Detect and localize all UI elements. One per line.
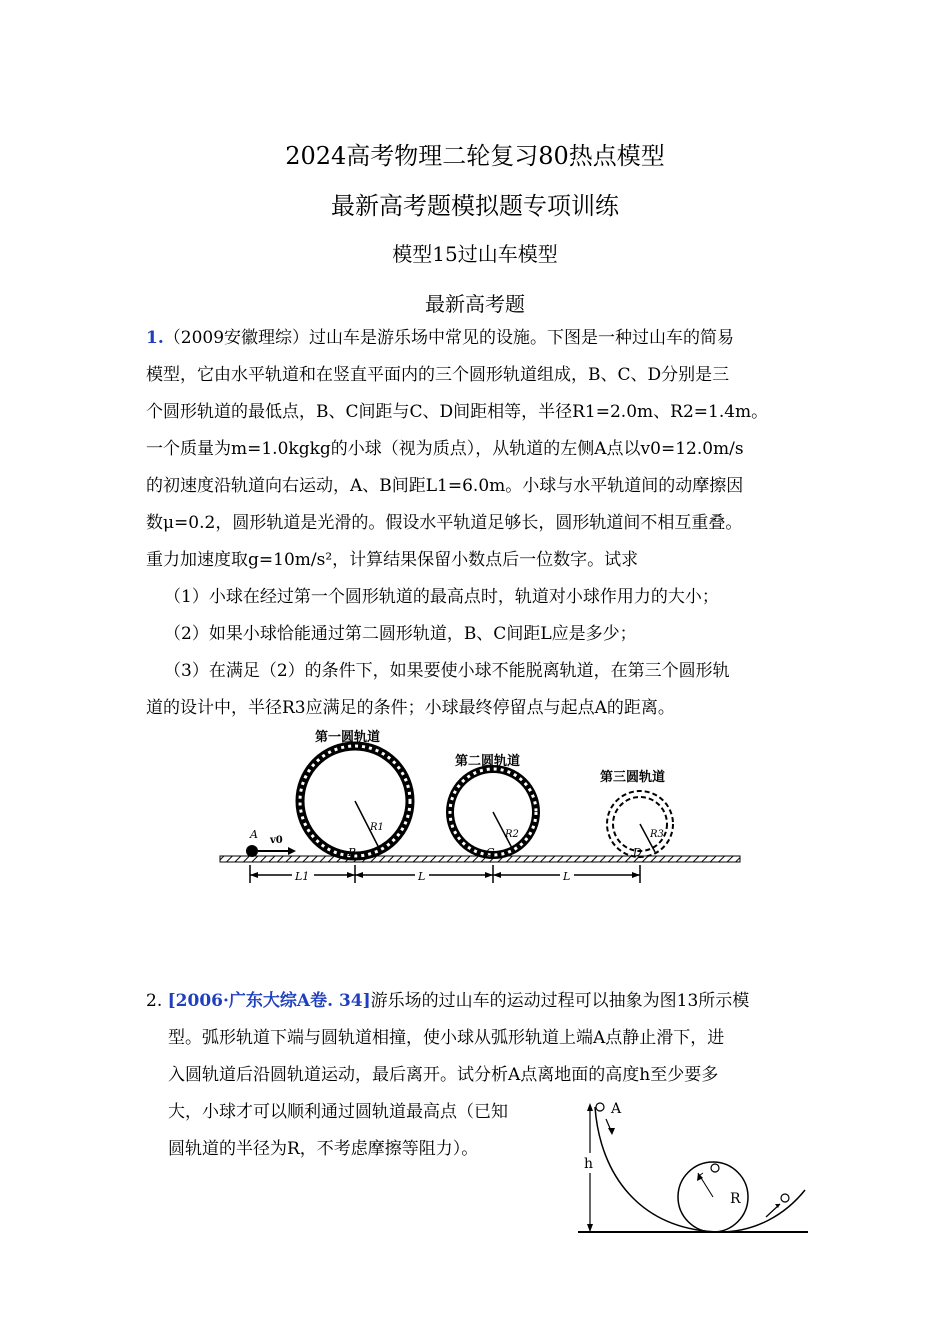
model-title: 模型15过山车模型	[392, 242, 558, 266]
q1-sub-3: （3）在满足（2）的条件下，如果要使小球不能脱离轨道，在第三个圆形轨	[164, 661, 730, 681]
label-B: B	[348, 846, 357, 859]
label-R1: R1	[370, 822, 384, 833]
q1-sub-3-cont: 道的设计中，半径R3应满足的条件；小球最终停留点与起点A的距离。	[146, 698, 675, 718]
q1-line-6: 数μ=0.2，圆形轨道是光滑的。假设水平轨道足够长，圆形轨道间不相互重叠。	[146, 513, 743, 533]
figure-roller-coaster	[210, 725, 750, 895]
q2-line-2: 型。弧形轨道下端与圆轨道相撞，使小球从弧形轨道上端A点静止滑下，进	[168, 1028, 725, 1048]
q2-line-3: 入圆轨道后沿圆轨道运动，最后离开。试分析A点离地面的高度h至少要多	[168, 1065, 719, 1085]
ramp-track	[595, 1107, 720, 1232]
q2-line-1: 游乐场的过山车的运动过程可以抽象为图13所示模	[370, 991, 750, 1011]
q1-sub-2: （2）如果小球恰能通过第二圆形轨道，B、C间距L应是多少；	[164, 624, 637, 644]
figure-ramp-loop	[570, 1095, 815, 1240]
label-v0: v0	[270, 835, 283, 846]
question-2-source: [2006·广东大综A卷. 34]	[167, 991, 371, 1011]
label-h: h	[584, 1156, 594, 1172]
label-L1: L1	[295, 870, 310, 883]
q2-line-5: 圆轨道的半径为R，不考虑摩擦等阻力）。	[168, 1139, 479, 1159]
q1-line-5: 的初速度沿轨道向右运动，A、B间距L1=6.0m。小球与水平轨道间的动摩擦因	[146, 476, 744, 496]
question-1	[146, 320, 810, 727]
label-A2: A	[611, 1101, 622, 1117]
main-title: 2024高考物理二轮复习80热点模型	[285, 142, 665, 170]
q1-line-1: （2009安徽理综）过山车是游乐场中常见的设施。下图是一种过山车的简易	[163, 328, 735, 348]
ball-A	[246, 845, 258, 857]
label-L-BC: L	[418, 870, 426, 883]
section-heading: 最新高考题	[425, 292, 525, 316]
label-loop-3: 第三圆轨道	[600, 770, 666, 785]
label-R: R	[730, 1191, 741, 1207]
label-D: D	[633, 846, 642, 859]
label-R2: R2	[505, 829, 519, 840]
ball-top	[711, 1164, 719, 1172]
label-L-CD: L	[563, 870, 571, 883]
q1-sub-1: （1）小球在经过第一个圆形轨道的最高点时，轨道对小球作用力的大小；	[164, 587, 719, 607]
label-loop-2: 第二圆轨道	[455, 754, 521, 769]
q1-line-2: 模型，它由水平轨道和在竖直平面内的三个圆形轨道组成，B、C、D分别是三	[146, 365, 730, 385]
q1-line-3: 个圆形轨道的最低点，B、C间距与C、D间距相等，半径R1=2.0m、R2=1.4m。	[146, 402, 769, 422]
question-2-number: 2.	[146, 991, 163, 1011]
label-loop-1: 第一圆轨道	[315, 730, 381, 745]
subtitle-training: 最新高考题模拟题专项训练	[331, 192, 619, 220]
q2-line-4: 大，小球才可以顺利通过圆轨道最高点（已知	[168, 1102, 508, 1122]
q1-line-7: 重力加速度取g=10m/s²，计算结果保留小数点后一位数字。试求	[146, 550, 639, 570]
label-A: A	[250, 828, 258, 841]
question-1-number: 1.	[146, 328, 164, 348]
q1-line-4: 一个质量为m=1.0kgkg的小球（视为质点），从轨道的左侧A点以v0=12.0m/s	[146, 439, 744, 459]
label-R3: R3	[650, 829, 664, 840]
ball-A2	[596, 1103, 604, 1111]
label-C: C	[486, 846, 495, 859]
